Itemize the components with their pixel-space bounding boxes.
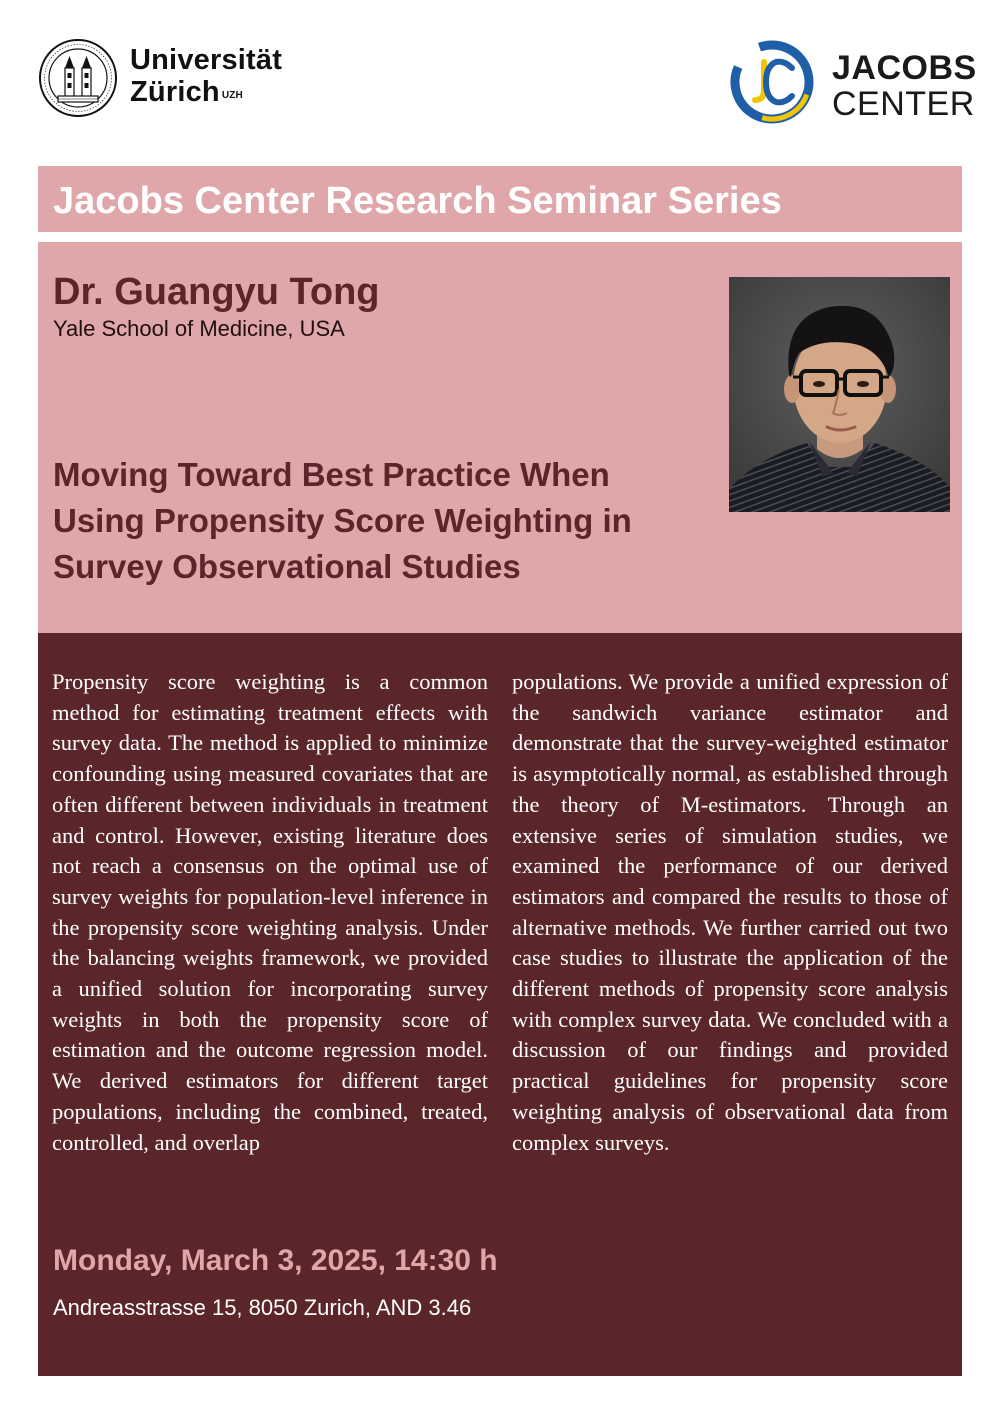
abstract-column-1: Propensity score weighting is a common method for estimating treatment effects with survey data. The method is applied to minimize confounding using measured covariates that are often different between individuals in treatment and control. However, existing literature does not reach a consensus on the optimal use of survey weights for population-level inference in the propensity score weighting analysis. Under the balancing weights framework, we provided a unified solution for incorporating survey weights in both the propensity score of estimation and the outcome regression model. We derived estimators for different target populations, including the combined, treated, controlled, and overlap xyxy=(52,669,488,1155)
jacobs-center-emblem-icon xyxy=(728,38,816,126)
uzh-wordmark xyxy=(130,44,282,108)
uzh-line1: Universität xyxy=(130,44,283,76)
talk-title: Moving Toward Best Practice When Using Propensity Score Weighting in Survey Observational Studies xyxy=(53,456,632,585)
jc-line1: JACOBS xyxy=(832,49,977,87)
uzh-seal-icon xyxy=(38,38,118,118)
jacobs-center-logo xyxy=(728,38,977,128)
uzh-line2: Zürich xyxy=(130,76,220,108)
jc-line2: CENTER xyxy=(832,85,975,123)
series-title: Jacobs Center Research Seminar Series xyxy=(53,180,782,222)
event-date-time: Monday, March 3, 2025, 14:30 h xyxy=(53,1244,498,1277)
speaker-affiliation: Yale School of Medicine, USA xyxy=(53,316,345,341)
abstract-column-2: populations. We provide a unified expression of the sandwich variance estimator and demonstrate that the survey-weighted estimator is asymptotically normal, as established through the theory of M-estimators. Through an extensive series of simulation studies, we examined the performance of our derived estimators and compared the results to those of alternative methods. We further carried out two case studies to illustrate the application of the different methods of propensity score analysis with complex survey data. We concluded with a discussion of our findings and provided practical guidelines for propensity score weighting analysis of observational data from complex surveys. xyxy=(512,669,948,1155)
event-location: Andreasstrasse 15, 8050 Zurich, AND 3.46 xyxy=(53,1295,472,1320)
speaker-photo xyxy=(729,277,950,512)
uzh-logo xyxy=(38,38,298,118)
uzh-suffix: UZH xyxy=(221,90,243,101)
jacobs-center-wordmark xyxy=(832,50,977,122)
speaker-name: Dr. Guangyu Tong xyxy=(53,271,380,313)
